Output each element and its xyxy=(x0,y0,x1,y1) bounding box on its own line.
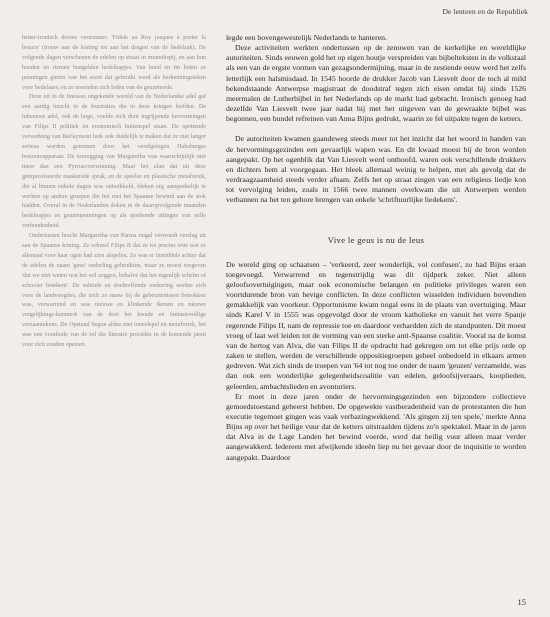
section-heading: Vive le geus is nu de leus xyxy=(327,234,425,245)
sidebar-paragraph: Ondertussen bracht Margaretha van Parma nogal verwoedt verslag uit aan de Spaanse koning. Ze schreef Filips II dat ze tot precies wist wat ze allemaal voor haar ogen had zien afspelen. Ze was er inmiddels achter dat de edelen de naam 'geus' onderling gebruikten, maar ze moest toegeven 'dat we niet weten wat het wil zeggen, behalve dat het eigenlijk schelm of schooier betekent'. De subtiele en doeltreffende omkering werkte zich voor de landvoogdes, die toch zo nauw bij de gebeurtenissen betrokken was, verwarrend en was nieuwe en klinkende ikonen en nieuwe vergelijkings-kenmerk van de doet het kwade en fantasievollige verzaantekens. De Opstand begon aldus met toneelspel en metaforiek, het was een voorbode van de rol die literaire procédés in de komende jaren voor zich zouden opeisen. xyxy=(22,233,206,349)
running-head: De lenteen en de Republiek xyxy=(442,7,528,16)
body-paragraph: De wereld ging op schaatsen – 'verkeerd, zeer wonderlijk, vol confusen', zo had Bijns eraan toegevoegd. Verwarrend en tegenstrijdig was dit tijdperk zeker. Niet alleen geloofsovertuigingen, maar ook economische belangen en politieke privileges waren een voortdurende bron van hevige conflicten. In deze conflicten wisselden individuen bovendien gemakkelijk van voorkeur. Opportunisme kwam nogal eens in de plaats van overtuiging. Maar sinds Karel V in 1555 was opgevolgd door de vroom katholieke en vanuit het verre Spanje regerende Filips II, nam de repressie toe en daardoor verhardden zich de standpunten. Dit moest vroeg of laat wel leiden tot de vorming van een sterke anti-Spaanse coalitie. Vooral na de komst van de hertog van Alva, die van Filips II de opdracht had gekregen om tot elke prijs orde op zaken te stellen, werden de verschillende oppositiegroepen geheel onbedoeld in elkaars armen gedreven. Wat zich sinds de troepen van '64 tot nog toe onder de naam 'geuzen' verzamelde, was dan ook een wonderlijke gelegenheidscoalitie van edelen, geloofsijveraars, kooplieden, geleerden, ambachtslieden en avonturiers. xyxy=(226,259,526,391)
sidebar-text-column xyxy=(22,34,206,351)
main-text-column xyxy=(226,33,526,463)
sidebar-paragraph: hetter-ironisch devies verzonnen: 'Fidele au Roy jusques à porter la besace' (trouw aan de koning tot aan het dragen van de bedelzak). De volgende dagen verschenen de edelen op straat in monnikspij, en aan hun hoeden en riemen bungelden bedelnapjes. Van hoed en tin lieten ze penningen gieten van het soort dat gebruikt werd als herkenningsteken voor bedelaars, en ze noemden zich leden van de geuzenorde. xyxy=(22,35,206,91)
body-paragraph: Deze activiteiten werkten ondertussen op de zenuwen van de kerkelijke en wereldlijke autoriteiten. Sinds eeuwen gold het op eigen houtje verspreiden van bijbelteksten in de volkstaal als een van de ergste vormen van gezagsondermijning, maar in de zestiende eeuw werd het zelfs letterlijk een halsmisdaad. In 1545 hoorde de drukker Jacob van Liesvelt door de toch al mild bekendstaande Antwerpse magistraat de doodstraf tegen zich eisen omdat hij sinds 1526 meermalen de Lutherbijbel in het Nederlands op de markt had gebracht. Ironisch genoeg had dezelfde Van Liesvelt twee jaar nadat hij met het uitgeven van de gewraakte bijbel was begonnen, een bundel refreinen van Anna Bijns gedrukt, waarin ze fel uitpakte tegen de ketters. xyxy=(226,43,526,124)
page-number: 15 xyxy=(517,597,526,607)
body-paragraph: legde een bovengewestelijk Nederlands te hanteren. xyxy=(226,33,387,42)
body-paragraph: De autoriteiten kwamen gaandeweg steeds meer tot het inzicht dat het woord in handen van de hervormingsgezinden een gevaarlijk wapen was. En dit kwaad moest bij de bron worden aangepakt. Op het ogenblik dat Van Liesvelt werd onthoofd, waren ook verschillende drukkers en dichters hem al voorgegaan. Het bleek allemaal weinig te helpen, met als gevolg dat de verdraagzaamheid steeds verder afnam. Zelfs het op straat zingen van een religieus liedje kon tot vervolging leiden, zoals in 1566 twee mannen overkwam die uit Antwerpen werden verbannen na het ten gehore brengen van enkele 'schriftuurlijke liedekens'. xyxy=(226,134,526,205)
sidebar-paragraph: Deze tot in de finesses ongekende wereld van de Nederlandse adel gaf een aardig inzicht in de frustraties die in deze kringen leefden. De inheemse adel, ook de hoge, voelde zich door ingrijpende hervormingen van Filips II politiek en economisch buitenspel staan. De spottende verwerking van Berlaymont leek ook duidelijk te maken dat ze niet langer serieus werden genomen door het verafgelegen Habsburgse bestuursapparaat. De toezegging van Margaretha was waarschijnlijk niet meer dan een Pyrrusoverwinning. Maar het elan dat uit deze gemproviseerde maskerade sprak, en de speelse en plastische metaforiek, die al binnen enkele dagen was ontwikkeld, bleken erg aansprekelijk te werken op andere groepen die het met het Spaanse bewind aan de stok hadden. Overal in de Nederlanden doken in de daaropvolgende maanden bedelnapjes en geuzenpenningen op als sprekende uitingen van stille verbondenheid. xyxy=(22,94,206,230)
body-paragraph: Er moet in deze jaren onder de hervormingsgezinden een bijzondere collectieve gemoedstoestand geheerst hebben. De opgewekte vastberadenheid van de protestanten die hun executie tegemoet gingen was vaak verbazingwekkend. 'Als gingen zij ten spele,' merkte Anna Bijns op over het heilige vuur dat de ketters uitstraalden tijdens zo'n spektakel. Maar in de jaren dat Alva in de Lage Landen het bewind voerde, werd dat heilig vuur alleen maar verder aangewakkerd. Iedereen met afwijkende ideeën liep nu het gevaar door de inquisitie te worden aangepakt. Daardoor xyxy=(226,391,526,462)
